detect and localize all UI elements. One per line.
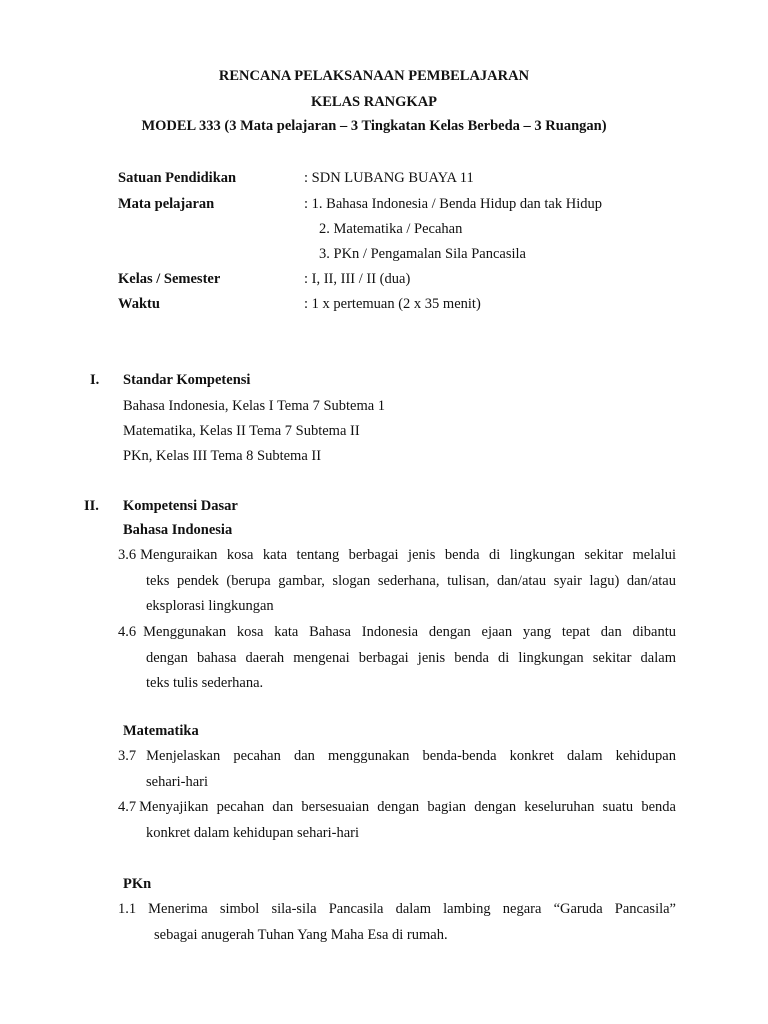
standar-line-2: Matematika, Kelas II Tema 7 Subtema II <box>123 423 360 439</box>
doc-title: RENCANA PELAKSANAAN PEMBELAJARAN <box>218 68 530 84</box>
doc-model-title: MODEL 333 (3 Mata pelajaran – 3 Tingkatan Kelas Berbeda – 3 Ruangan) <box>141 118 607 134</box>
kd-3-7 <box>118 744 676 795</box>
kd-3-7-line-1: Menjelaskan pecahan dan menggunakan benda-benda konkret dalam kehidupan <box>146 748 676 764</box>
kd-4-6-line-2: dengan bahasa daerah mengenai berbagai jenis benda di lingkungan sekitar dalam <box>146 649 676 666</box>
kd-4-7-line-1: Menyajikan pecahan dan bersesuaian dengan bagian dengan keseluruhan suatu benda <box>139 799 676 815</box>
standar-line-1: Bahasa Indonesia, Kelas I Tema 7 Subtema 1 <box>123 398 386 414</box>
section-1-title: Standar Kompetensi <box>123 372 251 388</box>
section-1-number: I. <box>90 372 100 388</box>
section-2-number: II. <box>84 498 99 514</box>
kelas-label: Kelas / Semester <box>118 271 221 287</box>
kd-1-1-line-2: sebagai anugerah Tuhan Yang Maha Esa di rumah. <box>154 926 448 943</box>
kd-1-1-line-1: Menerima simbol sila-sila Pancasila dalam lambing negara “Garuda Pancasila” <box>148 901 676 917</box>
kd-4-6-line-3: teks tulis sederhana. <box>146 675 264 691</box>
standar-line-3: PKn, Kelas III Tema 8 Subtema II <box>123 448 322 464</box>
pkn-heading: PKn <box>123 876 152 892</box>
mapel-label: Mata pelajaran <box>118 196 215 212</box>
kd-3-6-number: 3.6 <box>118 547 137 563</box>
kd-3-6 <box>118 543 676 620</box>
kd-4-7-line-2: konkret dalam kehidupan sehari-hari <box>146 824 359 841</box>
mapel-value-3: 3. PKn / Pengamalan Sila Pancasila <box>319 246 526 262</box>
kd-4-6 <box>118 620 676 697</box>
satuan-label: Satuan Pendidikan <box>118 170 237 186</box>
matematika-heading: Matematika <box>123 723 199 739</box>
mapel-value-1: : 1. Bahasa Indonesia / Benda Hidup dan tak Hidup <box>304 196 602 212</box>
satuan-value: : SDN LUBANG BUAYA 11 <box>304 170 474 186</box>
bahasa-heading: Bahasa Indonesia <box>123 522 233 538</box>
kd-3-6-line-1: Menguraikan kosa kata tentang berbagai jenis benda di lingkungan sekitar melalui <box>140 547 676 563</box>
waktu-label: Waktu <box>118 296 160 312</box>
kd-1-1-number: 1.1 <box>118 901 137 917</box>
waktu-value: : 1 x pertemuan (2 x 35 menit) <box>304 296 481 312</box>
kd-4-7 <box>118 795 676 846</box>
kd-3-7-line-2: sehari-hari <box>146 773 208 790</box>
kd-4-7-number: 4.7 <box>118 799 137 815</box>
doc-subtitle: KELAS RANGKAP <box>310 94 438 110</box>
mapel-value-2: 2. Matematika / Pecahan <box>319 221 463 237</box>
kd-1-1 <box>118 897 676 948</box>
kd-3-6-line-2: teks pendek (berupa gambar, slogan sederhana, tulisan, dan/atau syair lagu) dan/atau <box>146 572 676 589</box>
kelas-value: : I, II, III / II (dua) <box>304 271 411 287</box>
kd-4-6-line-1: Menggunakan kosa kata Bahasa Indonesia dengan ejaan yang tepat dan dibantu <box>143 624 676 640</box>
section-2-title: Kompetensi Dasar <box>123 498 238 514</box>
kd-4-6-number: 4.6 <box>118 624 137 640</box>
kd-3-6-line-3: eksplorasi lingkungan <box>146 598 274 614</box>
kd-3-7-number: 3.7 <box>118 748 137 764</box>
